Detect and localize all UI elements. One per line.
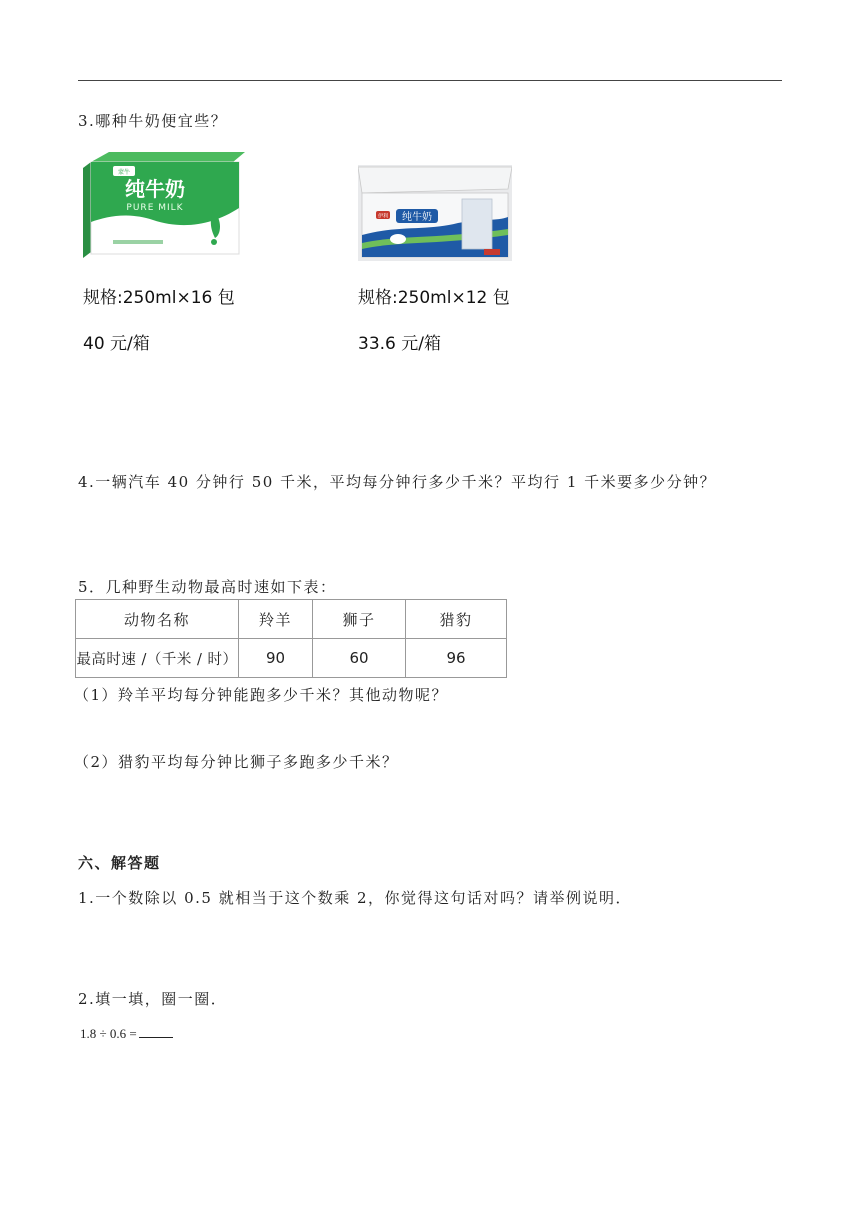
table-row [76, 639, 507, 678]
s6-q1-text: 1.一个数除以 0.5 就相当于这个数乘 2，你觉得这句话对吗？请举例说明． [78, 889, 633, 907]
section-heading: 六、解答题 [78, 854, 161, 872]
table-cell: 90 [239, 639, 313, 678]
table-cell: 羚羊 [239, 600, 313, 639]
milk-b-name: 纯牛奶 [402, 212, 432, 223]
answer-blank[interactable] [139, 1025, 173, 1038]
q5-sub2: （2）猎豹平均每分钟比狮子多跑多少千米？ [74, 753, 399, 771]
milk-a-spec: 规格:250ml×16 包 [83, 288, 235, 308]
q3-title: 3.哪种牛奶便宜些？ [78, 112, 228, 130]
table-cell: 狮子 [313, 600, 406, 639]
table-cell: 最高时速 /（千米 / 时） [76, 639, 239, 678]
milk-b-brand: 伊利 [377, 213, 389, 220]
table-cell: 96 [406, 639, 507, 678]
table-cell: 60 [313, 639, 406, 678]
milk-box-b-image [358, 165, 512, 261]
q5-title: 5．几种野生动物最高时速如下表： [78, 578, 337, 596]
q4-text: 4.一辆汽车 40 分钟行 50 千米，平均每分钟行多少千米？平均行 1 千米要多少分钟？ [78, 473, 717, 491]
milk-box-a-image [83, 150, 245, 260]
milk-a-name: 纯牛奶 [125, 177, 185, 201]
s6-q2-text: 2.填一填，圈一圈． [78, 990, 228, 1008]
milk-b-spec: 规格:250ml×12 包 [358, 288, 510, 308]
animal-speed-table [75, 599, 507, 678]
milk-a-price: 40 元/箱 [83, 334, 150, 354]
formula-text: 1.8 ÷ 0.6 = [80, 1026, 137, 1041]
milk-a-sub: PURE MILK [126, 203, 184, 213]
table-cell: 猎豹 [406, 600, 507, 639]
milk-a-brand: 蒙牛 [117, 169, 131, 176]
header-rule [78, 80, 782, 81]
division-formula [80, 1025, 173, 1042]
milk-b-price: 33.6 元/箱 [358, 334, 441, 354]
table-header-row [76, 600, 507, 639]
q5-sub1: （1）羚羊平均每分钟能跑多少千米？其他动物呢？ [74, 686, 449, 704]
table-cell: 动物名称 [76, 600, 239, 639]
